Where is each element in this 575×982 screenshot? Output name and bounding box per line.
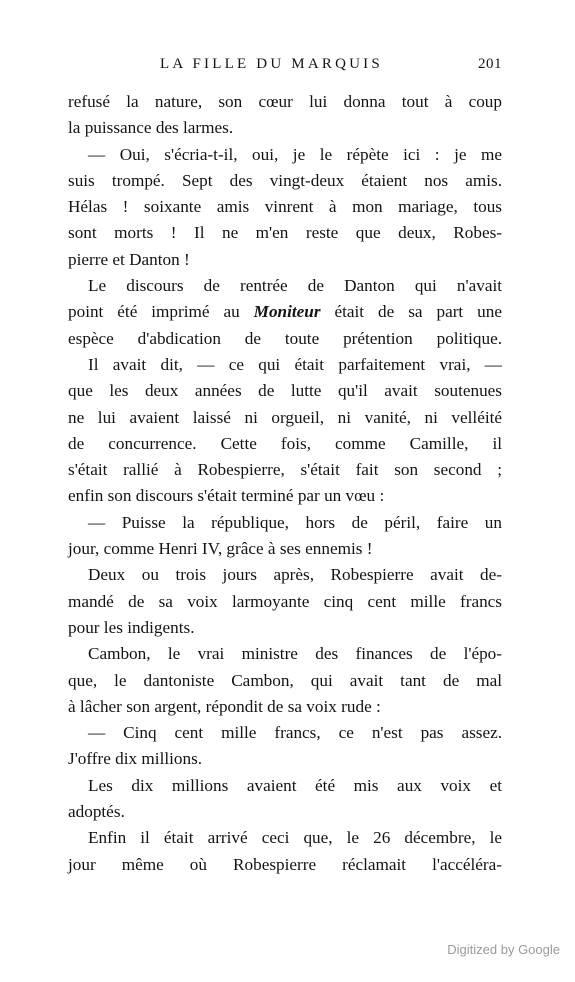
text-line: de concurrence. Cette fois, comme Camille, il [68,433,502,453]
text-line: Hélas ! soixante amis vinrent à mon mariage, tous [68,197,502,217]
text-line: — Cinq cent mille francs, ce n'est pas assez. [88,723,502,743]
text-line: — Puisse la république, hors de péril, faire un [88,512,502,532]
italic-title: Moniteur [253,302,321,322]
page-number: 201 [478,56,502,72]
text-line: — Oui, s'écria-t-il, oui, je le répète ici : je me [88,144,502,164]
text-line: adoptés. [68,802,125,822]
page-header [68,56,502,78]
text-line: enfin son discours s'était terminé par un vœu : [68,486,385,506]
text-line: Le discours de rentrée de Danton qui n'avait [88,276,502,296]
text-line: espèce d'abdication de toute prétention politique. [68,328,502,348]
text-line: pierre et Danton ! [68,249,190,269]
text-line: ne lui avaient laissé ni orgueil, ni vanité, ni velléité [68,407,502,427]
text-line: Il avait dit, — ce qui était parfaitement vrai, — [88,354,502,374]
text-line: mandé de sa voix larmoyante cinq cent mille francs [68,591,502,611]
text-line: jour, comme Henri IV, grâce à ses ennemis ! [68,539,373,559]
text-line: que, le dantoniste Cambon, qui avait tant de mal [68,670,502,690]
text-line: pour les indigents. [68,617,195,637]
text-line: point été imprimé au Moniteur était de sa part une [68,302,502,322]
text-line: que les deux années de lutte qu'il avait soutenues [68,381,502,401]
body-text [68,89,502,878]
text-line: Cambon, le vrai ministre des finances de l'épo- [88,644,502,664]
text-line: à lâcher son argent, répondit de sa voix rude : [68,696,381,716]
text-line: J'offre dix millions. [68,749,203,769]
text-line: sont morts ! Il ne m'en reste que deux, Robes- [68,223,502,243]
text-line: Les dix millions avaient été mis aux voix et [88,775,502,795]
digitized-by-google-watermark: Digitized by Google [447,942,560,957]
text-line: refusé la nature, son cœur lui donna tout à coup [68,92,502,111]
text-line: suis trompé. Sept des vingt-deux étaient nos amis. [68,170,502,190]
text-line: Enfin il était arrivé ceci que, le 26 décembre, le [88,828,502,848]
text-line: jour même où Robespierre réclamait l'accéléra- [68,854,502,874]
text-line: Deux ou trois jours après, Robespierre avait de- [88,565,502,585]
text-line: s'était rallié à Robespierre, s'était fait son second ; [68,460,502,480]
running-head: LA FILLE DU MARQUIS [160,56,383,72]
text-line: la puissance des larmes. [68,118,234,138]
